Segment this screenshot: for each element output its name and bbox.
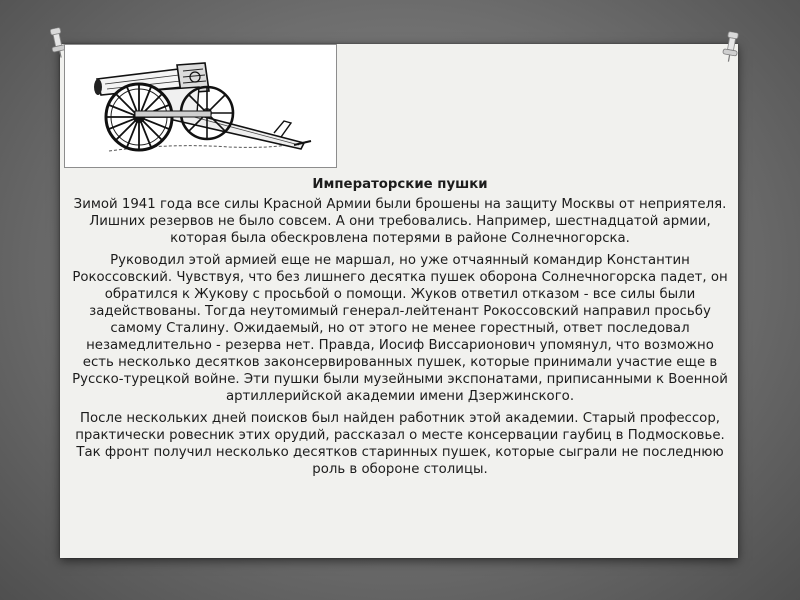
pushpin-icon <box>721 31 742 63</box>
paragraph: Зимой 1941 года все силы Красной Армии были брошены на защиту Москвы от неприятеля. Лишних резервов не было совсем. А они требовались. Например, шестнадцатой армии, которая была обескровлена потерями в районе Солнечногорска. <box>73 197 727 246</box>
paragraph: После нескольких дней поисков был найден работник этой академии. Старый профессор, практически ровесник этих орудий, рассказал о месте консервации гаубиц в Подмосковье. Так фронт получил несколько десятков старинных пушек, которые сыграли не последнюю роль в обороне столицы. <box>75 411 725 477</box>
slide-text <box>70 176 730 483</box>
paragraph: Руководил этой армией еще не маршал, но уже отчаянный командир Константин Рокоссовский. Чувствуя, что без лишнего десятка пушек оборона Солнечногорска падет, он обратился к Жукову с просьбой о помощи. Жуков ответил отказом - все силы были задействованы. Тогда неутомимый генерал-лейтенант Рокоссовский направил просьбу самому Сталину. Ожидаемый, но от этого не менее горестный, ответ последовал незамедлительно - резерва нет. Правда, Иосиф Виссарионович упомянул, что возможно есть несколько десятков законсервированных пушек, которые принимали участие еще в Русско-турецкой войне. Эти пушки были музейными экспонатами, приписанными к Военной артиллерийской академии имени Дзержинского. <box>72 253 728 404</box>
slide-title: Императорские пушки <box>312 177 488 192</box>
cannon-illustration-icon <box>79 51 324 163</box>
cannon-image <box>64 44 337 168</box>
